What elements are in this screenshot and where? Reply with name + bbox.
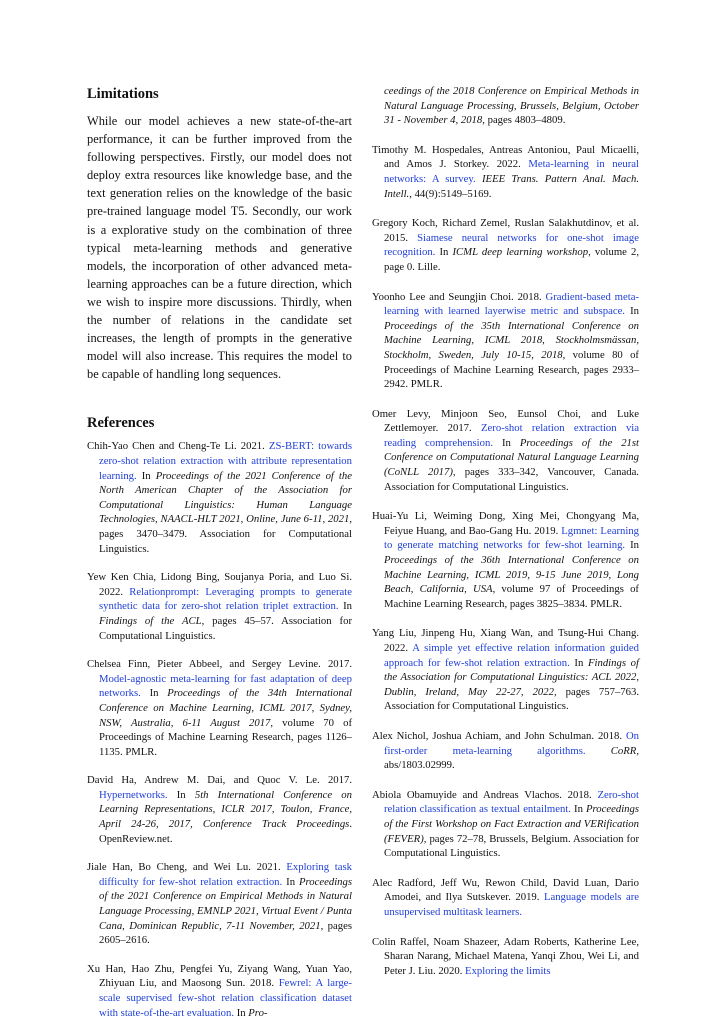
reference-authors: Chih-Yao Chen and Cheng-Te Li. 2021.: [87, 440, 265, 453]
reference-details: , volume 97 of Proceedings of Machine Learning Research, pages 3825–3834. PMLR.: [384, 583, 639, 610]
reference-authors: Omer Levy, Minjoon Seo, Eunsol Choi, and Luke Zettlemoyer. 2017.: [372, 407, 639, 435]
limitations-heading: Limitations: [87, 86, 159, 102]
reference-entry: [372, 143, 639, 201]
reference-entry: [87, 657, 352, 759]
reference-details: , pages 72–78, Brussels, Belgium. Association for Computational Linguistics.: [384, 832, 639, 860]
reference-entry: [372, 876, 639, 920]
reference-in: In: [630, 539, 640, 552]
reference-title-link[interactable]: Fewrel: A large-scale supervised few-shot relation classification dataset with state-of-the-art evaluation.: [99, 977, 352, 1019]
reference-entry: [87, 773, 352, 846]
reference-title-link[interactable]: Gradient-based meta-learning with learned layerwise metric and subspace.: [384, 290, 639, 318]
reference-authors: Yang Liu, Jinpeng Hu, Xiang Wan, and Tsung-Hui Chang. 2022.: [372, 627, 639, 654]
left-column: [87, 84, 352, 1034]
left-reference-list: [87, 439, 352, 1020]
reference-details: . OpenReview.net.: [99, 818, 352, 845]
references-heading: References: [87, 415, 155, 432]
reference-continuation: [372, 84, 639, 128]
reference-authors: Yew Ken Chia, Lidong Bing, Soujanya Poria, and Luo Si. 2022.: [87, 571, 352, 598]
reference-venue: IEEE Trans. Pattern Anal. Mach. Intell.: [384, 172, 640, 200]
reference-authors: Gregory Koch, Richard Zemel, Ruslan Salakhutdinov, et al. 2015.: [372, 217, 639, 244]
reference-title-link[interactable]: Meta-learning in neural networks: A survey.: [384, 158, 640, 185]
reference-authors: Colin Raffel, Noam Shazeer, Adam Roberts, Katherine Lee, Sharan Narang, Michael Matena, Yanqi Zhou, Wei Li, and Peter J. Liu. 2020.: [372, 935, 639, 977]
reference-authors: Chelsea Finn, Pieter Abbeel, and Sergey Levine. 2017.: [87, 658, 352, 671]
reference-venue: Proceedings of the 34th International Conference on Machine Learning, ICML 2017, Sydney, NSW, Australia, 6-11 August 2017: [99, 687, 353, 729]
reference-title-link[interactable]: Relationprompt: Leveraging prompts to generate synthetic data for zero-shot relation triplet extraction.: [99, 585, 352, 613]
reference-details: , pages 3470–3479. Association for Computational Linguistics.: [99, 513, 352, 555]
reference-authors: Timothy M. Hospedales, Antreas Antoniou, Paul Micaelli, and Amos J. Storkey. 2022.: [372, 143, 639, 171]
reference-entry: [372, 407, 639, 495]
reference-entry: [372, 626, 639, 714]
reference-venue: ICML deep learning workshop: [452, 246, 589, 259]
reference-in: In: [439, 246, 449, 259]
right-reference-list: [372, 143, 639, 979]
reference-in: In: [630, 305, 639, 318]
reference-venue: Findings of the ACL: [99, 614, 202, 627]
reference-venue: Proceedings of the First Workshop on Fact Extraction and VERification (FEVER): [384, 803, 640, 845]
reference-entry: [87, 439, 352, 556]
reference-details: , pages 333–342, Vancouver, Canada. Association for Computational Linguistics.: [384, 466, 639, 493]
reference-entry: [87, 570, 352, 643]
reference-entry: [372, 788, 639, 861]
reference-details: , pages 45–57. Association for Computational Linguistics.: [99, 614, 352, 642]
reference-venue: Pro-: [248, 1006, 268, 1019]
reference-in: In: [236, 1006, 246, 1019]
reference-in: In: [343, 600, 352, 613]
reference-venue: Findings of the Association for Computational Linguistics: ACL 2022, Dublin, Ireland, May 22-27, 2022: [384, 656, 639, 698]
reference-venue: Proceedings of the 2021 Conference of the North American Chapter of the Association for Computational Linguistics: Human Language Technologies, NAACL-HLT 2021, Online, June 6-11, 2021: [99, 469, 352, 526]
reference-entry: [87, 962, 352, 1020]
reference-authors: David Ha, Andrew M. Dai, and Quoc V. Le. 2017.: [87, 774, 352, 787]
reference-title-link[interactable]: On first-order meta-learning algorithms.: [384, 729, 639, 757]
reference-details: , pages 2605–2616.: [99, 919, 352, 947]
reference-in: In: [149, 687, 159, 700]
reference-authors: Xu Han, Hao Zhu, Pengfei Yu, Ziyang Wang, Yuan Yao, Zhiyuan Liu, and Maosong Sun. 2018.: [87, 962, 352, 990]
reference-title-link[interactable]: A simple yet effective relation information guided approach for few-shot relation extraction.: [384, 642, 639, 669]
reference-entry: [372, 509, 639, 611]
reference-details: , 44(9):5149–5169.: [409, 187, 492, 200]
reference-venue: Proceedings of the 21st Conference on Computational Natural Language Learning (CoNLL 2017): [384, 436, 640, 479]
continuation-post: , pages 4803–4809.: [482, 114, 566, 127]
reference-in: In: [286, 875, 296, 888]
reference-title-link[interactable]: Model-agnostic meta-learning for fast adaptation of deep networks.: [99, 672, 352, 700]
reference-in: In: [141, 469, 151, 482]
reference-entry: [372, 935, 639, 979]
right-column: [372, 84, 639, 993]
reference-in: In: [176, 788, 186, 801]
reference-venue: 5th International Conference on Learning Representations, ICLR 2017, Toulon, France, April 24-26, 2017, Conference Track Proceedings: [99, 788, 352, 831]
reference-title-link[interactable]: Lgmnet: Learning to generate matching networks for few-shot learning.: [384, 524, 640, 552]
reference-details: , pages 757–763. Association for Computational Linguistics.: [384, 685, 639, 713]
reference-details: , volume 70 of Proceedings of Machine Learning Research, pages 1126–1135. PMLR.: [99, 716, 352, 758]
limitations-paragraph: While our model achieves a new state-of-the-art performance, it can be further improved from the following perspectives. Firstly, our model does not deploy extra resources like knowledge base, and the text generation relies on the knowledge of the basic pre-trained language model T5. Secondly, our work is a explorative study on the combination of three typical meta-learning methods and generative models, the incorporation of other advanced meta-learning approaches can be a future direction, which we wish to inspire more discussions. Thirdly, when the number of relations in the candidate set increases, the length of prompts in the generative model will also increase. This requires the model to be capable of handling long sequences.: [87, 114, 352, 382]
reference-authors: Alec Radford, Jeff Wu, Rewon Child, David Luan, Dario Amodei, and Ilya Sutskever. 2019.: [372, 876, 639, 904]
reference-details: , volume 80 of Proceedings of Machine Learning Research, pages 2933–2942. PMLR.: [384, 348, 639, 391]
reference-title-link[interactable]: ZS-BERT: towards zero-shot relation extraction with attribute representation learning.: [99, 440, 353, 482]
reference-in: In: [574, 656, 584, 669]
reference-in: In: [501, 436, 511, 449]
reference-details: , volume 2, page 0. Lille.: [384, 246, 640, 273]
reference-entry: [372, 729, 639, 773]
reference-title-link[interactable]: Zero-shot relation extraction via reading comprehension.: [384, 422, 640, 449]
reference-venue: Proceedings of the 36th International Conference on Machine Learning, ICML 2019, 9-15 June 2019, Long Beach, California, USA: [384, 554, 639, 596]
reference-authors: Huai-Yu Li, Weiming Dong, Xing Mei, Chongyang Ma, Feiyue Huang, and Bao-Gang Hu. 2019.: [372, 510, 639, 537]
reference-authors: Jiale Han, Bo Cheng, and Wei Lu. 2021.: [87, 861, 281, 874]
reference-title-link[interactable]: Exploring the limits: [465, 964, 551, 977]
reference-entry: [87, 860, 352, 948]
continuation-venue: ceedings of the 2018 Conference on Empirical Methods in Natural Language Processing, Brussels, Belgium, October 31 - November 4, 2018: [384, 85, 639, 127]
reference-title-link[interactable]: Language models are unsupervised multitask learners.: [384, 891, 639, 918]
reference-authors: Abiola Obamuyide and Andreas Vlachos. 2018.: [372, 788, 592, 801]
reference-details: , abs/1803.02999.: [384, 744, 639, 772]
reference-entry: [372, 216, 639, 274]
reference-title-link[interactable]: Hypernetworks.: [99, 788, 168, 801]
reference-venue: CoRR: [610, 744, 637, 757]
reference-title-link[interactable]: Zero-shot relation classification as textual entailment.: [384, 788, 639, 816]
reference-venue: Proceedings of the 35th International Conference on Machine Learning, ICML 2018, Stockholmsmässan, Stockholm, Sweden, July 10-15, 2018: [384, 319, 639, 361]
reference-entry: [372, 290, 639, 392]
reference-title-link[interactable]: Exploring task difficulty for few-shot relation extraction.: [99, 861, 353, 888]
reference-authors: Yoonho Lee and Seungjin Choi. 2018.: [372, 290, 542, 303]
reference-in: In: [574, 803, 583, 816]
reference-title-link[interactable]: Siamese neural networks for one-shot image recognition.: [384, 231, 639, 259]
reference-venue: Proceedings of the 2021 Conference on Empirical Methods in Natural Language Processing, EMNLP 2021, Virtual Event / Punta Cana, Dominican Republic, 7-11 November, 2021: [99, 875, 353, 932]
reference-authors: Alex Nichol, Joshua Achiam, and John Schulman. 2018.: [372, 729, 623, 742]
